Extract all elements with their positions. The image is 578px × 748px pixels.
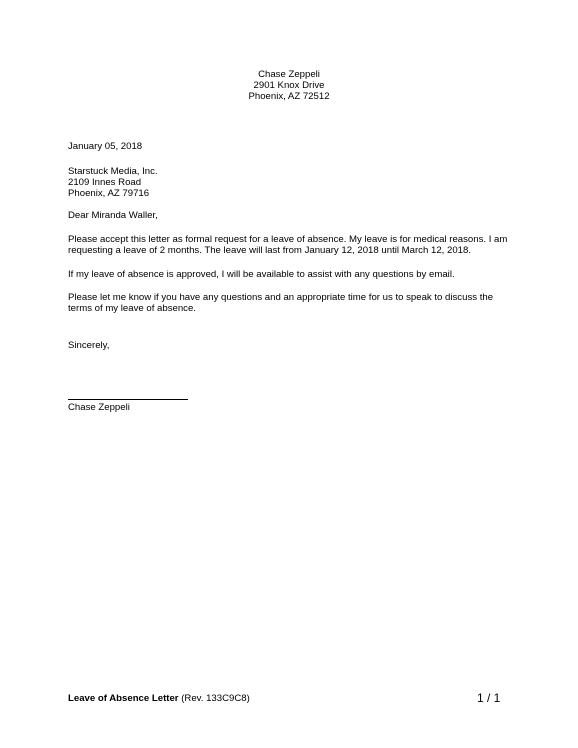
sender-name: Chase Zeppeli (258, 69, 320, 80)
body-paragraph-questions: Please let me know if you have any questions and an appropriate time for us to speak to discuss the terms of my leave of absence. (68, 292, 494, 314)
footer-document-title (68, 693, 250, 704)
recipient-address (68, 166, 158, 199)
body-paragraph-request: Please accept this letter as formal request for a leave of absence. My leave is for medical reasons. I am requesting a leave of 2 months. The leave will last from January 12, 2018 until March 12, 2018. (68, 234, 508, 256)
signature-line (68, 399, 188, 400)
footer-title: Leave of Absence Letter (68, 693, 179, 704)
sender-address (0, 69, 578, 102)
closing: Sincerely, (68, 340, 110, 351)
footer-revision: (Rev. 133C9C8) (181, 693, 250, 704)
sender-street: 2901 Knox Drive (253, 80, 325, 91)
salutation: Dear Miranda Waller, (68, 210, 158, 221)
sender-city: Phoenix, AZ 72512 (248, 91, 330, 102)
recipient-city: Phoenix, AZ 79716 (68, 188, 150, 199)
body-paragraph-availability: If my leave of absence is approved, I will be available to assist with any questions by email. (68, 269, 455, 280)
recipient-company: Starstuck Media, Inc. (68, 166, 158, 177)
letter-date: January 05, 2018 (68, 141, 143, 152)
footer-page-number: 1 / 1 (477, 691, 501, 705)
recipient-street: 2109 Innes Road (68, 177, 142, 188)
signature-name: Chase Zeppeli (68, 402, 130, 413)
